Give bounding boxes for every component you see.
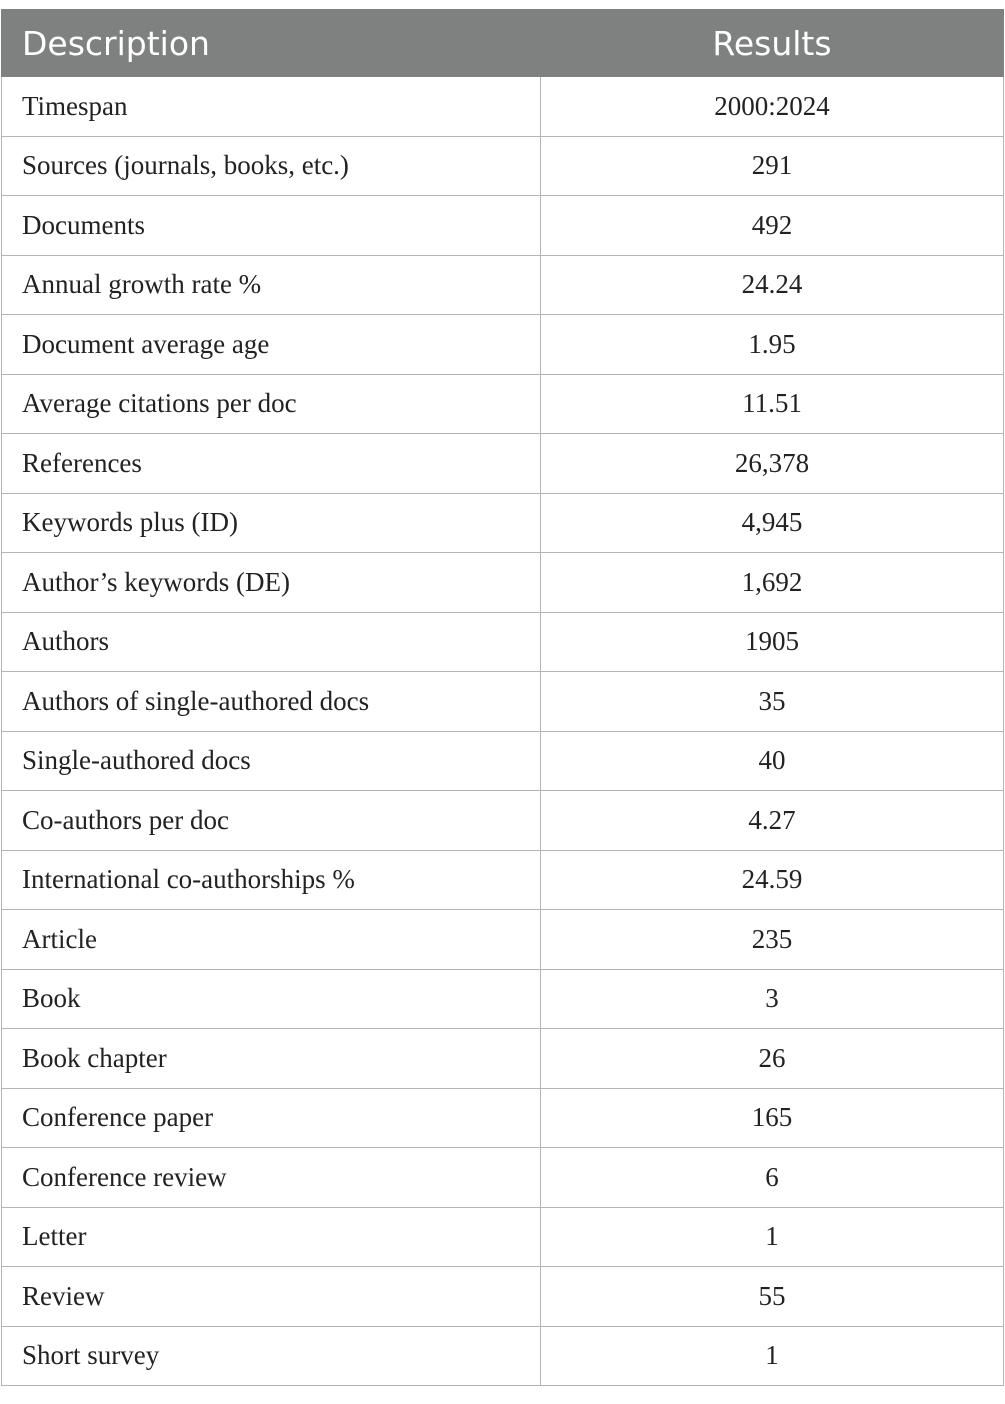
row-result: 3 [541,969,1004,1029]
column-header-description: Description [2,10,541,77]
row-description: Co-authors per doc [2,791,541,851]
row-result: 11.51 [541,374,1004,434]
row-description: Document average age [2,315,541,375]
table-row [2,255,1004,315]
row-description: Authors of single-authored docs [2,672,541,732]
table-row [2,196,1004,256]
table-row [2,553,1004,613]
row-result: 1 [541,1207,1004,1267]
table-row [2,374,1004,434]
row-result: 55 [541,1267,1004,1327]
summary-table [1,9,1004,1386]
table-body [2,77,1004,1386]
row-description: Article [2,910,541,970]
table-row [2,969,1004,1029]
row-description: Book [2,969,541,1029]
row-description: Single-authored docs [2,731,541,791]
row-description: Documents [2,196,541,256]
row-result: 1.95 [541,315,1004,375]
row-result: 40 [541,731,1004,791]
row-result: 26 [541,1029,1004,1089]
table-row [2,315,1004,375]
summary-table-container [1,9,1003,1386]
row-description: Authors [2,612,541,672]
table-row [2,612,1004,672]
table-row [2,1148,1004,1208]
table-row [2,1088,1004,1148]
row-result: 4.27 [541,791,1004,851]
row-description: Letter [2,1207,541,1267]
row-result: 1,692 [541,553,1004,613]
row-result: 24.59 [541,850,1004,910]
row-description: Review [2,1267,541,1327]
row-result: 2000:2024 [541,77,1004,137]
table-row [2,731,1004,791]
table-row [2,493,1004,553]
row-result: 291 [541,136,1004,196]
table-row [2,850,1004,910]
row-result: 26,378 [541,434,1004,494]
table-row [2,1326,1004,1386]
row-description: Conference paper [2,1088,541,1148]
row-description: Keywords plus (ID) [2,493,541,553]
row-description: Average citations per doc [2,374,541,434]
table-row [2,672,1004,732]
row-description: International co-authorships % [2,850,541,910]
table-row [2,1207,1004,1267]
row-result: 35 [541,672,1004,732]
row-description: Timespan [2,77,541,137]
table-row [2,910,1004,970]
table-row [2,1029,1004,1089]
table-row [2,434,1004,494]
row-description: Annual growth rate % [2,255,541,315]
row-result: 4,945 [541,493,1004,553]
row-description: References [2,434,541,494]
table-row [2,1267,1004,1327]
row-description: Conference review [2,1148,541,1208]
row-description: Book chapter [2,1029,541,1089]
row-result: 24.24 [541,255,1004,315]
table-row [2,77,1004,137]
column-header-results: Results [541,10,1004,77]
row-result: 165 [541,1088,1004,1148]
header-row [2,10,1004,77]
table-row [2,791,1004,851]
row-result: 6 [541,1148,1004,1208]
table-header [2,10,1004,77]
row-description: Sources (journals, books, etc.) [2,136,541,196]
row-result: 1 [541,1326,1004,1386]
row-result: 492 [541,196,1004,256]
row-result: 235 [541,910,1004,970]
row-description: Author’s keywords (DE) [2,553,541,613]
row-description: Short survey [2,1326,541,1386]
table-row [2,136,1004,196]
row-result: 1905 [541,612,1004,672]
